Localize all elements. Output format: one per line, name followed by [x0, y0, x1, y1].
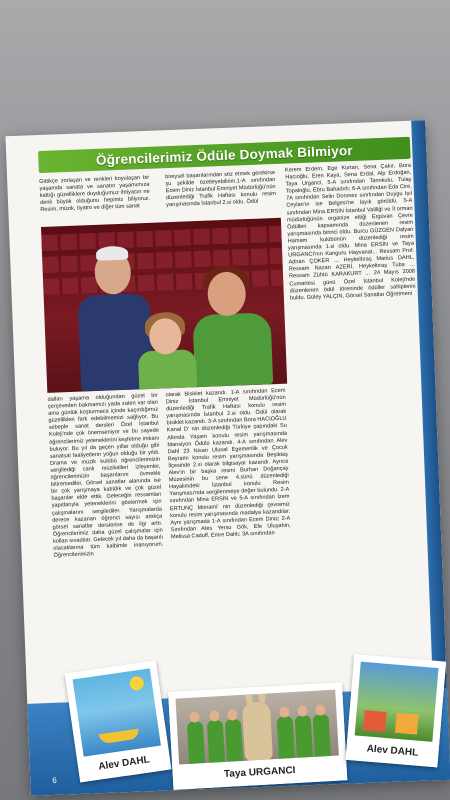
artwork-right-image [355, 662, 439, 742]
artwork-left [65, 660, 172, 782]
text-column-intro [39, 175, 151, 227]
photo-woman [192, 312, 273, 387]
magazine-page [5, 120, 450, 796]
theater-seats [42, 248, 282, 273]
artwork-right [346, 654, 447, 767]
group-photo-caption: Taya URGANCI [223, 765, 296, 780]
house-icon [363, 710, 387, 732]
artwork-left-image [73, 668, 161, 756]
boat-icon [99, 729, 140, 745]
article-title: Öğrencilerimiz Ödüle Doymak Bilmiyor [95, 142, 354, 168]
student-figure [187, 721, 205, 764]
student-figure [277, 716, 295, 759]
text-column-right [285, 163, 429, 645]
top-middle-paragraph: bireysel başarılarından söz etmek gerekirse şu şekilde özetleyebilirim.1-A sınıfından Ecem Diniz İstanbul Emniyet Müdürlüğü'nün düzenlediği Trafik Haftası konulu resim yarışmasında İstanbul 2.si oldu. Ödül [165, 169, 277, 209]
page-number: 6 [52, 775, 57, 785]
student-figure [313, 714, 331, 757]
theater-seats [41, 226, 281, 251]
group-photo-image [175, 690, 338, 765]
student-figure [225, 719, 243, 762]
middle-paragraph: olarak Bisiklet kazandı. 1-A sınıfından Ecem Diniz İstanbul Emniyet Müdürlüğü'nün düzenlediği Trafik Haftası konulu resim yarışmasında İstanbul 2.si oldu. Ödül olarak bisiklet kazandı. 3-A sınıfından Bora HACIOĞLU Kanal D' nin düzenlediği Türkiye çapındaki Su Altında Yaşam konulu resim yarışmasında Mansiyon Ödülü kazandı. 4-A sınıfından Alev Dahl 23 Nisan Ulusal Egemenlik ve Çocuk Bayramı konulu resim yarışmasında Beşiktaş İlçesinde 2.si olarak bilgisayar kazandı. Ayrıca Alev'in bir başka resmi Burhan Doğançay Müzesinin bu sene 4.sünü düzenlediği Hayalimdeki İstanbul konulu Resim Yarışması'nda sergilenmeye değer bulundu. 2-A sınıfından Mina ERSİN ve 5-A sınıfından İzem ERTUNÇ Monami' nin düzenlediği çevremiz konulu resim yarışmasında madalya kazandılar. Aynı yarışmada 1-A sınıfından Ecem Diniz; 2-A Sınıfından Ates Yersu Gök, Efe Uluşahin, Melissa Caduff, Emre Dahlı; 3A sınıfından [165, 387, 291, 541]
photo-man-hair [96, 246, 129, 261]
left-paragraph: dalları yaşama olduğundan güzel bir çerçeveden bakmamızı yada zaten var olan ama günlük koşturmaca içinde kaçırdığımız güzellikleri fark edebilmemizi sağlıyor. Bu sebeple sanat dersleri Özel İstanbul Koleji'nde çok önemseniyor ve bu sayede öğrencilerimiz yeteneklerini keşfetme imkanı buluyor. Bu yıl da geçen yıllar olduğu gibi sanatsal faaliyetlerin yoğun olduğu bir yıldı. Drama ve müzik kulübü öğrencilerimizin sergilediği canlı müzikalleri izleyenler, öğrencilerimizin başarılarını övmekle bitiremediler. Görsel sanatlar alanında ise bir çok yarışmaya katıldık ve çok güzel başarılar elde ettik. Geleceğin ressamları yapıtlarıyla yeteneklerini göstermek için çalışmalarını sergilediler. Yarışmalarda derece kazanan öğrenci sayısı artıkça görsel sanatlar derslerine de ilgi arttı. Öğrencilerimiz daha güzel çalışmalar için kollan sıvadılar. Gelecek yıl daha da başarılı olacaklarına tüm kalbimle inanıyorum. Öğrencilerimizin [47, 392, 164, 559]
text-column-left [48, 393, 169, 697]
text-column-top-middle [165, 170, 277, 224]
photo-award-ceremony [41, 218, 287, 393]
group-photo [168, 682, 347, 790]
text-column-middle [165, 388, 296, 692]
student-figure [207, 720, 225, 763]
house-icon [395, 713, 419, 735]
photo-girl [138, 349, 197, 391]
right-paragraph: Kerem Erdem, Ege Kurtan, Sena Çakır, Bora Hacıoğlu, Eren Kaya, Sena Erdal, Alp Erdoğan, Taya Urganci, 5-A sınıfından Tannkulu, Tulay Topaloğlu, Ebru Bahadırlı; 6-A sınıfından Eda Cire, 7A sınıfından Selin Donmez sınıfından Duygu Işıl Ceylan'ın ise Belgesi'ne layık görüldü. 5-A sınıfından Mina ERSİN İstanbul Valiliği ve İl orman müdürlüğünün organize ettiği Ergüvan Çevre Ödülleri kapsamında düzenlenen resim yarışmasında birinci oldu. Burcu GÜZGEN Dalyan Hamam kulübünün düzenlediği resim yarışmasında 1.si oldu. Mina ERSİN ve Taya URGANCI'nın Kanguru Hayvanat... Ressam Prof. Adnan ÇOKER ... Heykeltıraş Marius DAHL, Ressam Nazan AZERİ, Heykeltıraş Tuba ... Ressam Zühtü KARAKURT ... 24 Mayıs 2008 Cumartesi günü Özel İstanbul Koleji'nde düzenlenen ödül töreninde ödüller sahiplerini buldu. Güley YALÇIN, Görsel Sanatlar Öğretmeni [284, 162, 416, 302]
student-figure [295, 715, 313, 758]
kangaroo-statue [242, 701, 273, 760]
artwork-right-caption: Alev DAHL [366, 743, 419, 759]
artwork-left-caption: Alev DAHL [97, 754, 151, 773]
sun-icon [129, 675, 145, 691]
intro-paragraph: Gittikçe zorlaşan ve renkleri koyulaşan bir yaşamda sanata ve sanatın yaşamımıza kattığı güzelliklere duyduğumuz ihtiyacın ne denli büyük olduğunu hepimiz biliyoruz. Resim, müzik, tiyatro ve diğer tüm sanat [39, 174, 151, 214]
